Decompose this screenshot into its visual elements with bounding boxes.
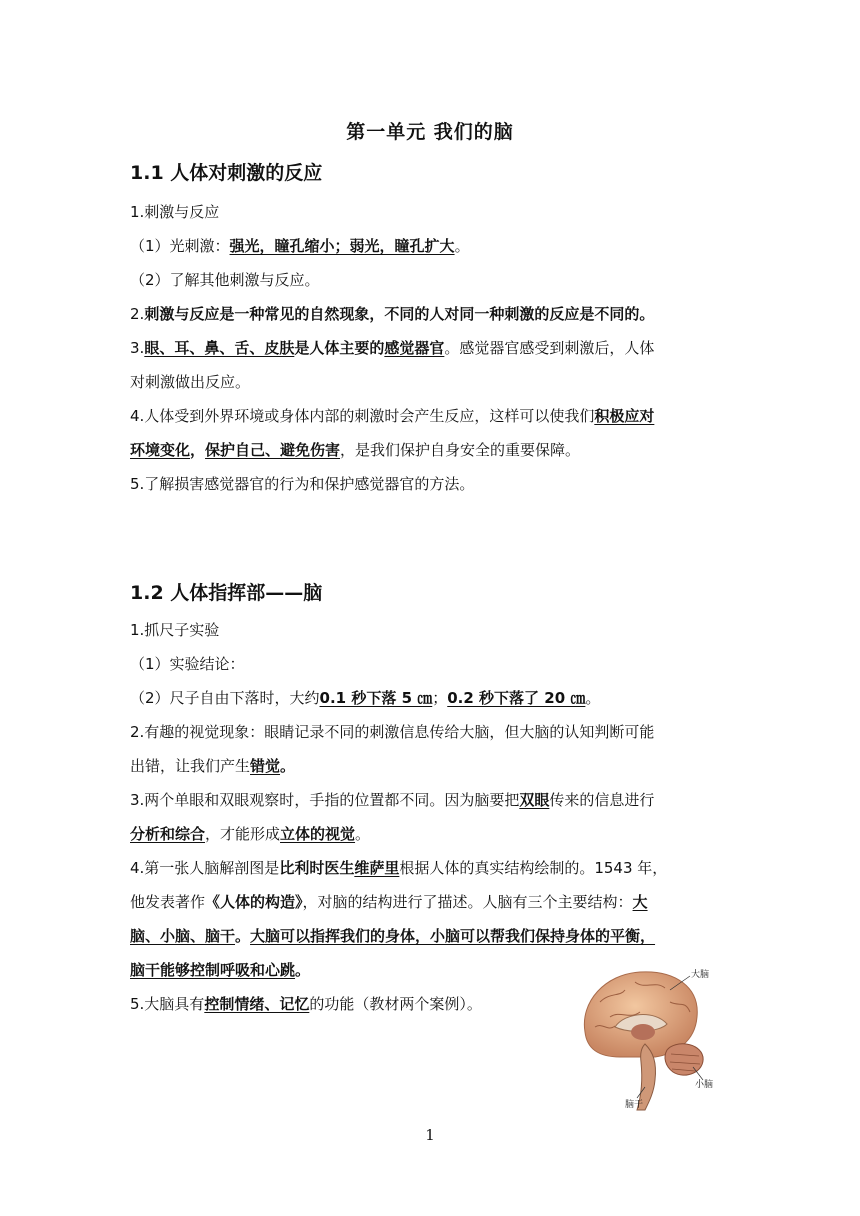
key-point: 分析和综合 xyxy=(130,825,206,843)
paragraph: 4.第一张人脑解剖图是比利时医生维萨里根据人体的真实结构绘制的。1543 年， xyxy=(130,859,668,877)
paragraph: （1）实验结论： xyxy=(130,655,245,673)
paragraph: 对刺激做出反应。 xyxy=(130,373,251,391)
brain-anatomy-figure xyxy=(575,962,730,1112)
key-point: 大 xyxy=(632,893,648,911)
paragraph: 3.两个单眼和双眼观察时，手指的位置都不同。因为脑要把双眼传来的信息进行 xyxy=(130,791,655,809)
paragraph: 1.刺激与反应 xyxy=(130,203,220,221)
paragraph: 1.抓尺子实验 xyxy=(130,621,220,639)
page-number: 1 xyxy=(425,1126,435,1144)
key-point: 脑、小脑、脑干 xyxy=(130,927,236,945)
key-point: 强光，瞳孔缩小；弱光，瞳孔扩大 xyxy=(229,237,455,255)
paragraph: （2）尺子自由下落时，大约0.1 秒下落 5 ㎝；0.2 秒下落了 20 ㎝。 xyxy=(130,689,601,707)
key-point: 0.1 秒下落 5 ㎝ xyxy=(319,689,433,707)
paragraph: 他发表著作《人体的构造》，对脑的结构进行了描述。人脑有三个主要结构：大 xyxy=(130,893,648,911)
key-point: 大脑可以指挥我们的身体，小脑可以帮我们保持身体的平衡， xyxy=(250,927,656,945)
section-heading-1-2: 1.2 人体指挥部——脑 xyxy=(130,582,323,604)
paragraph: （2）了解其他刺激与反应。 xyxy=(130,271,320,289)
unit-title: 第一单元 我们的脑 xyxy=(346,121,514,143)
key-point: 维萨里 xyxy=(354,859,400,877)
key-point: 立体的视觉 xyxy=(280,825,356,843)
key-point: 眼、耳、鼻、舌、皮肤 xyxy=(144,339,295,357)
paragraph: 2.刺激与反应是一种常见的自然现象，不同的人对同一种刺激的反应是不同的。 xyxy=(130,305,655,323)
paragraph: 5.了解损害感觉器官的行为和保护感觉器官的方法。 xyxy=(130,475,475,493)
paragraph: 出错，让我们产生错觉。 xyxy=(130,757,296,775)
key-point: 错觉 xyxy=(250,757,281,775)
key-point: 保护自己、避免伤害 xyxy=(205,441,341,459)
key-point: 双眼 xyxy=(519,791,550,809)
paragraph: 分析和综合，才能形成立体的视觉。 xyxy=(130,825,371,843)
label-cerebrum: 大脑 xyxy=(691,970,710,980)
paragraph: 5.大脑具有控制情绪、记忆的功能（教材两个案例）。 xyxy=(130,995,482,1013)
thalamus-shape xyxy=(631,1024,655,1040)
cerebellum-shape xyxy=(665,1044,703,1075)
key-point: 脑干能够控制呼吸和心跳 xyxy=(130,961,296,979)
key-point: 控制情绪、记忆 xyxy=(204,995,310,1013)
key-point: 刺激与反应是一种常见的自然现象，不同的人对同一种刺激的反应是不同的。 xyxy=(144,305,655,323)
paragraph: （1）光刺激：强光，瞳孔缩小；弱光，瞳孔扩大。 xyxy=(130,237,470,255)
paragraph: 环境变化，保护自己、避免伤害，是我们保护自身安全的重要保障。 xyxy=(130,441,581,459)
paragraph: 4.人体受到外界环境或身体内部的刺激时会产生反应，这样可以使我们积极应对 xyxy=(130,407,655,425)
paragraph: 脑、小脑、脑干。大脑可以指挥我们的身体，小脑可以帮我们保持身体的平衡， xyxy=(130,927,656,945)
label-brainstem: 脑干 xyxy=(625,1100,644,1110)
section-heading-1-1: 1.1 人体对刺激的反应 xyxy=(130,162,323,184)
paragraph: 3.眼、耳、鼻、舌、皮肤是人体主要的感觉器官。感觉器官感受到刺激后，人体 xyxy=(130,339,655,357)
key-point: 积极应对 xyxy=(594,407,655,425)
key-point: 环境变化 xyxy=(130,441,191,459)
label-cerebellum: 小脑 xyxy=(695,1080,714,1090)
key-point: 感觉器官 xyxy=(384,339,445,357)
key-point: 0.2 秒下落了 20 ㎝ xyxy=(447,689,586,707)
paragraph: 脑干能够控制呼吸和心跳。 xyxy=(130,961,311,979)
paragraph: 2.有趣的视觉现象：眼睛记录不同的刺激信息传给大脑，但大脑的认知判断可能 xyxy=(130,723,655,741)
